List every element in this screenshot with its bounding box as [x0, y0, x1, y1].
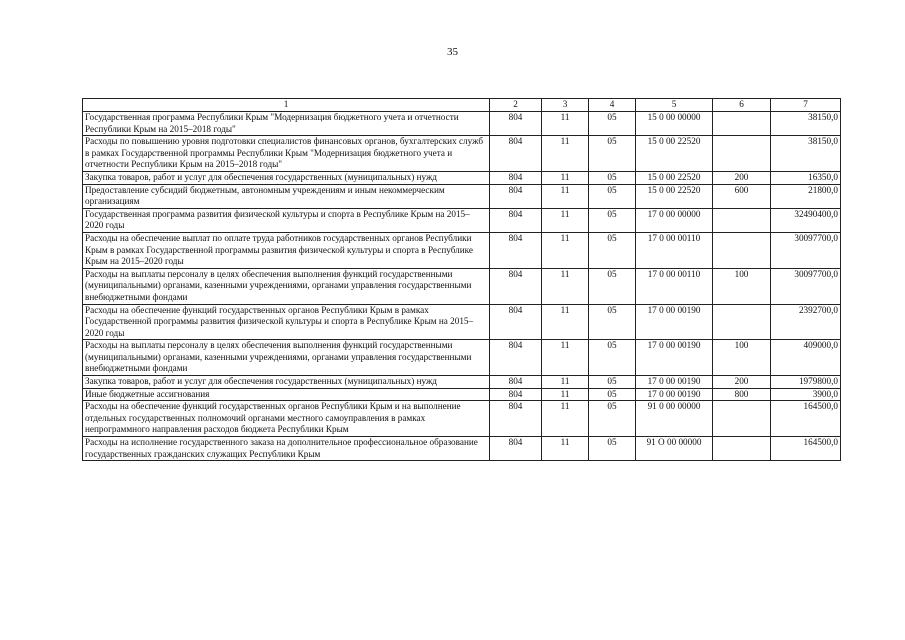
row-code-5: 17 0 00 00000: [636, 208, 713, 232]
table-header-row: [83, 99, 841, 112]
row-name: Предоставление субсидий бюджетным, автономным учреждениям и иным некоммерческим организациям: [83, 184, 490, 208]
table-row: [83, 376, 841, 389]
row-code-6: [713, 304, 771, 340]
row-amount: 38150,0: [771, 112, 841, 136]
column-header-7: 7: [771, 99, 841, 112]
row-code-6: [713, 232, 771, 268]
row-name: Закупка товаров, работ и услуг для обеспечения государственных (муниципальных) нужд: [83, 376, 490, 389]
table-row: [83, 112, 841, 136]
table-row: [83, 184, 841, 208]
row-code-3: 11: [542, 112, 589, 136]
column-header-2: 2: [490, 99, 542, 112]
table-row: [83, 208, 841, 232]
row-code-4: 05: [589, 388, 636, 401]
row-code-5: 15 0 00 00000: [636, 112, 713, 136]
row-code-6: [713, 112, 771, 136]
row-code-2: 804: [490, 340, 542, 376]
row-code-4: 05: [589, 304, 636, 340]
row-name: Расходы по повышению уровня подготовки специалистов финансовых органов, бухгалтерских служб в рамках Государственной программы Республики Крым "Модернизация бюджетного учета и отчетности Республики Крым на 2015–2018 годы": [83, 136, 490, 172]
column-header-3: 3: [542, 99, 589, 112]
row-code-3: 11: [542, 171, 589, 184]
row-code-2: 804: [490, 437, 542, 461]
table-row: [83, 268, 841, 304]
row-code-3: 11: [542, 376, 589, 389]
row-name: Расходы на выплаты персоналу в целях обеспечения выполнения функций государственными (муниципальными) органами, казенными учреждениями, органами управления государственными внебюджетными фондами: [83, 268, 490, 304]
row-code-3: 11: [542, 184, 589, 208]
row-code-5: 17 0 00 00190: [636, 376, 713, 389]
row-code-4: 05: [589, 340, 636, 376]
row-code-6: [713, 401, 771, 437]
row-code-6: 600: [713, 184, 771, 208]
row-amount: 30097700,0: [771, 232, 841, 268]
row-name: Закупка товаров, работ и услуг для обеспечения государственных (муниципальных) нужд: [83, 171, 490, 184]
row-code-4: 05: [589, 136, 636, 172]
row-code-6: 200: [713, 171, 771, 184]
row-code-3: 11: [542, 304, 589, 340]
table-row: [83, 437, 841, 461]
row-name: Расходы на обеспечение функций государственных органов Республики Крым и на выполнение отдельных государственных полномочий органами местного самоуправления в рамках непрограммного направления расходов бюджета Республики Крым: [83, 401, 490, 437]
row-amount: 164500,0: [771, 401, 841, 437]
column-header-5: 5: [636, 99, 713, 112]
table-row: [83, 232, 841, 268]
row-code-3: 11: [542, 437, 589, 461]
row-code-6: 100: [713, 268, 771, 304]
row-amount: 1979800,0: [771, 376, 841, 389]
row-code-3: 11: [542, 136, 589, 172]
row-code-3: 11: [542, 268, 589, 304]
row-amount: 16350,0: [771, 171, 841, 184]
row-code-5: 91 0 00 00000: [636, 401, 713, 437]
row-code-5: 17 0 00 00190: [636, 388, 713, 401]
row-code-3: 11: [542, 208, 589, 232]
row-name: Расходы на обеспечение функций государственных органов Республики Крым в рамках Государственной программы развития физической культуры и спорта в Республике Крым на 2015–2020 годы: [83, 304, 490, 340]
table-row: [83, 340, 841, 376]
row-code-6: [713, 136, 771, 172]
row-amount: 21800,0: [771, 184, 841, 208]
row-name: Расходы на обеспечение выплат по оплате труда работников государственных органов Республики Крым в рамках Государственной программы развития физической культуры и спорта в Республике Крым на 2015–2020 годы: [83, 232, 490, 268]
row-name: Расходы на исполнение государственного заказа на дополнительное профессиональное образование государственных гражданских служащих Республики Крым: [83, 437, 490, 461]
row-code-5: 91 О 00 00000: [636, 437, 713, 461]
row-amount: 409000,0: [771, 340, 841, 376]
row-code-4: 05: [589, 232, 636, 268]
row-amount: 30097700,0: [771, 268, 841, 304]
row-code-2: 804: [490, 171, 542, 184]
row-amount: 32490400,0: [771, 208, 841, 232]
row-amount: 2392700,0: [771, 304, 841, 340]
row-code-4: 05: [589, 268, 636, 304]
row-code-2: 804: [490, 376, 542, 389]
table-row: [83, 304, 841, 340]
row-code-5: 15 0 00 22520: [636, 136, 713, 172]
row-code-2: 804: [490, 232, 542, 268]
row-code-2: 804: [490, 208, 542, 232]
row-code-4: 05: [589, 112, 636, 136]
row-code-2: 804: [490, 136, 542, 172]
page-number: 35: [447, 46, 458, 58]
row-code-5: 15 0 00 22520: [636, 184, 713, 208]
row-amount: 164500,0: [771, 437, 841, 461]
row-code-2: 804: [490, 304, 542, 340]
row-code-5: 17 0 00 00190: [636, 340, 713, 376]
row-code-5: 17 0 00 00110: [636, 232, 713, 268]
column-header-4: 4: [589, 99, 636, 112]
column-header-1: 1: [83, 99, 490, 112]
row-code-3: 11: [542, 388, 589, 401]
row-code-5: 17 0 00 00190: [636, 304, 713, 340]
row-code-4: 05: [589, 376, 636, 389]
row-code-4: 05: [589, 171, 636, 184]
row-code-5: 17 0 00 00110: [636, 268, 713, 304]
row-code-6: [713, 208, 771, 232]
budget-table: [82, 98, 841, 461]
row-amount: 3900,0: [771, 388, 841, 401]
row-amount: 38150,0: [771, 136, 841, 172]
row-code-2: 804: [490, 401, 542, 437]
row-name: Государственная программа развития физической культуры и спорта в Республике Крым на 2015–2020 годы: [83, 208, 490, 232]
row-code-5: 15 0 00 22520: [636, 171, 713, 184]
row-code-4: 05: [589, 437, 636, 461]
row-code-2: 804: [490, 388, 542, 401]
row-code-2: 804: [490, 184, 542, 208]
table-row: [83, 401, 841, 437]
row-name: Иные бюджетные ассигнования: [83, 388, 490, 401]
table-row: [83, 171, 841, 184]
row-code-6: 800: [713, 388, 771, 401]
row-name: Государственная программа Республики Крым "Модернизация бюджетного учета и отчетности Республики Крым на 2015–2018 годы": [83, 112, 490, 136]
row-code-4: 05: [589, 401, 636, 437]
row-code-3: 11: [542, 232, 589, 268]
table-row: [83, 136, 841, 172]
row-code-3: 11: [542, 340, 589, 376]
column-header-6: 6: [713, 99, 771, 112]
row-code-2: 804: [490, 268, 542, 304]
row-code-6: 100: [713, 340, 771, 376]
row-name: Расходы на выплаты персоналу в целях обеспечения выполнения функций государственными (муниципальными) органами, казенными учреждениями, органами управления государственными внебюджетными фондами: [83, 340, 490, 376]
row-code-4: 05: [589, 184, 636, 208]
row-code-6: [713, 437, 771, 461]
row-code-2: 804: [490, 112, 542, 136]
table-row: [83, 388, 841, 401]
row-code-3: 11: [542, 401, 589, 437]
row-code-4: 05: [589, 208, 636, 232]
row-code-6: 200: [713, 376, 771, 389]
